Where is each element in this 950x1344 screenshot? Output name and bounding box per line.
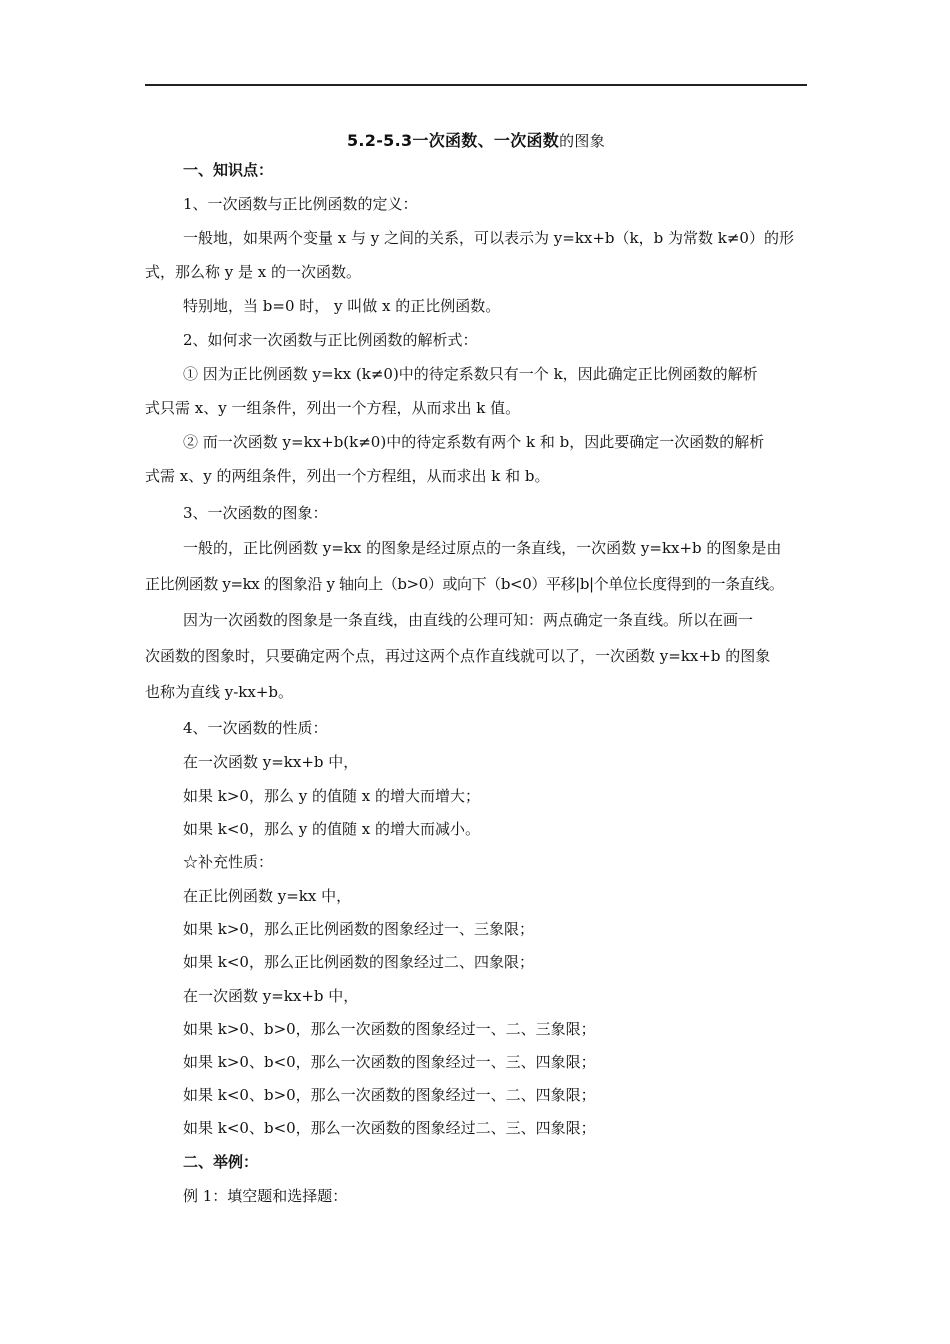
paragraph-line: ① 因为正比例函数 y=kx (k≠0)中的待定系数只有一个 k，因此确定正比例函数的解析 xyxy=(183,365,758,383)
subheading-properties: 4、一次函数的性质： xyxy=(183,719,328,737)
subheading-graph: 3、一次函数的图象： xyxy=(183,504,328,522)
paragraph-line: ② 而一次函数 y=kx+b(k≠0)中的待定系数有两个 k 和 b，因此要确定一次函数的解析 xyxy=(183,433,765,451)
paragraph-line: 在一次函数 y=kx+b 中， xyxy=(183,987,359,1005)
paragraph-line: 如果 k>0、b>0，那么一次函数的图象经过一、二、三象限； xyxy=(183,1020,596,1038)
paragraph-line: 因为一次函数的图象是一条直线，由直线的公理可知：两点确定一条直线。所以在画一 xyxy=(183,611,754,629)
paragraph-line: 如果 k<0，那么 y 的值随 x 的增大而减小。 xyxy=(183,820,480,838)
paragraph-line: 如果 k>0，那么正比例函数的图象经过一、三象限； xyxy=(183,920,534,938)
document-title xyxy=(145,128,807,151)
paragraph-line: 在正比例函数 y=kx 中， xyxy=(183,887,352,905)
paragraph-line: 式只需 x、y 一组条件，列出一个方程，从而求出 k 值。 xyxy=(145,399,521,417)
paragraph-line: 如果 k>0，那么 y 的值随 x 的增大而增大； xyxy=(183,787,480,805)
subheading-definition: 1、一次函数与正比例函数的定义： xyxy=(183,195,418,213)
paragraph-line: 一般的，正比例函数 y=kx 的图象是经过原点的一条直线，一次函数 y=kx+b 的图象是由 xyxy=(183,539,782,557)
paragraph-line: 正比例函数 y=kx 的图象沿 y 轴向上（b>0）或向下（b<0）平移|b|个单位长度得到的一条直线。 xyxy=(145,575,784,593)
paragraph-line: 式，那么称 y 是 x 的一次函数。 xyxy=(145,263,362,281)
paragraph-line: 次函数的图象时，只要确定两个点，再过这两个点作直线就可以了，一次函数 y=kx+b 的图象 xyxy=(145,647,771,665)
subheading-supplement: ☆补充性质： xyxy=(183,853,274,871)
title-main: 5.2-5.3一次函数、一次函数 xyxy=(346,131,560,150)
paragraph-line: 如果 k<0、b<0，那么一次函数的图象经过二、三、四象限； xyxy=(183,1119,596,1137)
section-heading-examples: 二、举例： xyxy=(183,1153,259,1171)
title-suffix: 的图象 xyxy=(559,132,606,150)
paragraph-line: 式需 x、y 的两组条件，列出一个方程组，从而求出 k 和 b。 xyxy=(145,467,550,485)
header-rule xyxy=(145,84,807,86)
paragraph-line: 一般地，如果两个变量 x 与 y 之间的关系，可以表示为 y=kx+b（k，b 为常数 k≠0）的形 xyxy=(183,229,794,247)
paragraph-line: 如果 k>0、b<0，那么一次函数的图象经过一、三、四象限； xyxy=(183,1053,596,1071)
example-label: 例 1：填空题和选择题： xyxy=(183,1187,348,1205)
paragraph-line: 如果 k<0、b>0，那么一次函数的图象经过一、二、四象限； xyxy=(183,1086,596,1104)
paragraph-line: 也称为直线 y-kx+b。 xyxy=(145,683,294,701)
paragraph-line: 如果 k<0，那么正比例函数的图象经过二、四象限； xyxy=(183,953,534,971)
subheading-expression: 2、如何求一次函数与正比例函数的解析式： xyxy=(183,331,478,349)
paragraph-line: 在一次函数 y=kx+b 中， xyxy=(183,753,359,771)
paragraph-line: 特别地，当 b=0 时， y 叫做 x 的正比例函数。 xyxy=(183,297,501,315)
section-heading-knowledge: 一、知识点： xyxy=(183,161,274,179)
